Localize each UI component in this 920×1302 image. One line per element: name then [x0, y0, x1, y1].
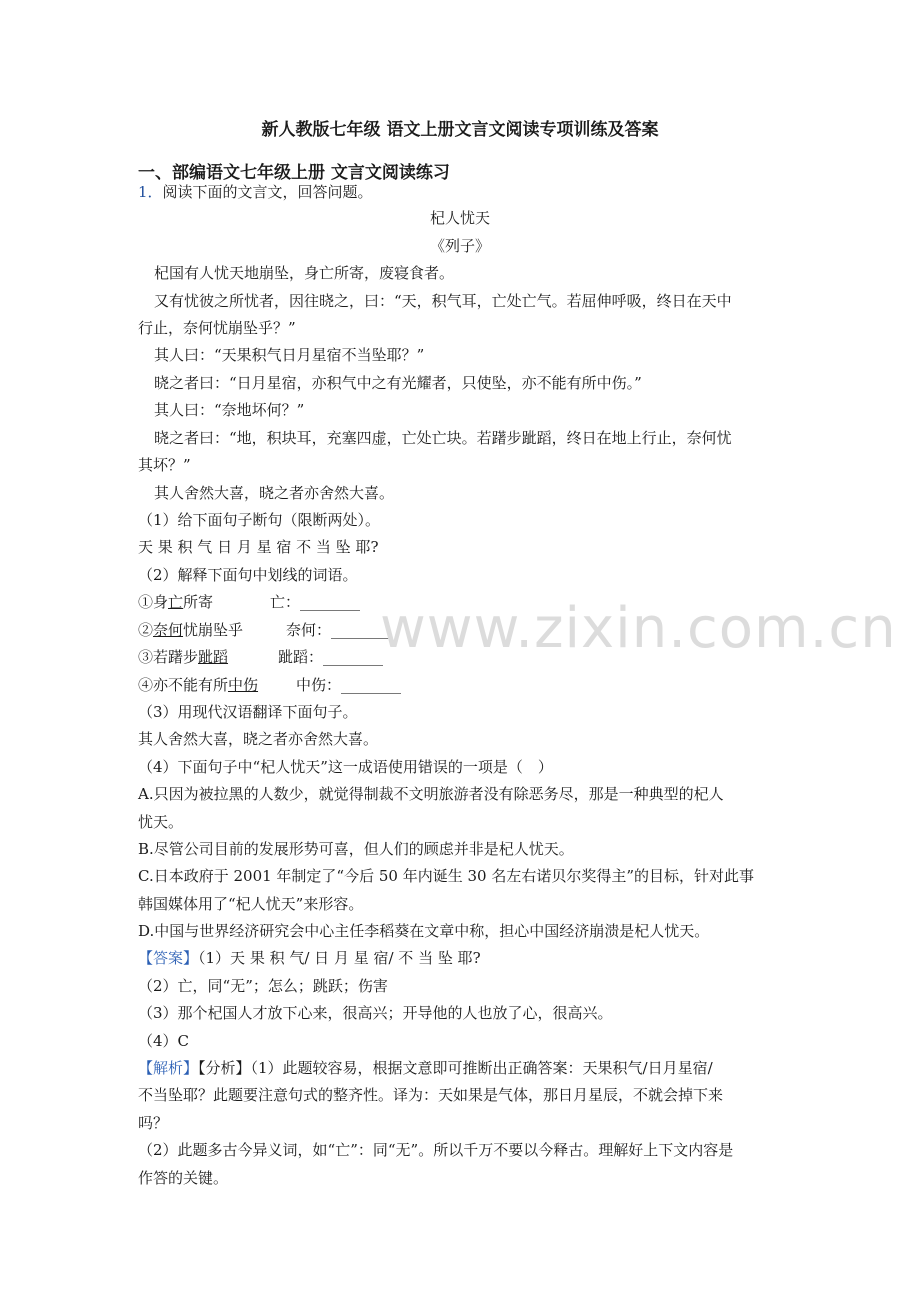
option-line: 忧天。: [138, 813, 184, 831]
passage-line: 晓之者曰：“日月星宿，亦积气中之有光耀者，只使坠，亦不能有所中伤。”: [154, 374, 642, 392]
subquestion-3-label: （3）用现代汉语翻译下面句子。: [138, 703, 358, 721]
option-line: 韩国媒体用了“杞人忧天”来形容。: [138, 895, 364, 913]
vocab-suffix: 所寄: [183, 593, 214, 611]
option-line: B.尽管公司目前的发展形势可喜，但人们的顾虑并非是杞人忧天。: [138, 840, 574, 858]
vocab-prefix: ③若躇步: [138, 648, 199, 666]
vocab-answer-blank: 亡：________: [270, 593, 361, 611]
option-line: A.只因为被拉黑的人数少，就觉得制裁不文明旅游者没有除恶务尽，那是一种典型的杞人: [138, 785, 724, 803]
vocab-answer-blank: 中伤：________: [296, 676, 402, 694]
passage-line: 其人舍然大喜，晓之者亦舍然大喜。: [154, 484, 395, 502]
analysis-line: 吗？: [138, 1114, 169, 1132]
passage-line: 又有忧彼之所忧者，因往晓之，曰：“天，积气耳，亡处亡气。若屈伸呼吸，终日在天中: [154, 292, 732, 310]
subquestion-1-sentence: 天 果 积 气 日 月 星 宿 不 当 坠 耶?: [138, 538, 379, 556]
question-number: 1．: [138, 183, 163, 201]
analysis-line: （2）此题多古今异义词，如“亡”：同“无”。所以千万不要以今释古。理解好上下文内容是: [138, 1141, 734, 1159]
question-1-intro: [138, 182, 788, 202]
analysis-line: 不当坠耶？此题要注意句式的整齐性。译为：天如果是气体，那日月星辰，不就会掉下来: [138, 1086, 724, 1104]
vocab-underlined-word: 跐蹈: [198, 648, 229, 666]
answer-line: （3）那个杞国人才放下心来，很高兴；开导他的人也放了心，很高兴。: [138, 1004, 613, 1022]
subquestion-4-label: （4）下面句子中“杞人忧天”这一成语使用错误的一项是（ ）: [138, 758, 553, 776]
answer-line: （2）亡，同“无”；怎么；跳跃；伤害: [138, 977, 388, 995]
answer-line: （4）C: [138, 1032, 190, 1050]
vocab-answer-blank: 奈何：________: [286, 621, 392, 639]
vocab-underlined-word: 中伤: [228, 676, 259, 694]
passage-source: 《列子》: [429, 237, 490, 255]
question-intro-text: 阅读下面的文言文，回答问题。: [162, 183, 373, 201]
vocab-underlined-word: 亡: [168, 593, 184, 611]
vocab-underlined-word: 奈何: [153, 621, 184, 639]
passage-line: 杞国有人忧天地崩坠，身亡所寄，废寝食者。: [154, 264, 455, 282]
passage-line: 其人曰：“天果积气日月星宿不当坠耶？”: [154, 346, 425, 364]
vocab-prefix: ①身: [138, 593, 169, 611]
analysis-tag: 【解析】: [138, 1059, 199, 1077]
analysis-line: [138, 1058, 788, 1078]
analysis-line: 作答的关键。: [138, 1169, 229, 1187]
vocab-answer-blank: 跐蹈：________: [278, 648, 384, 666]
passage-line: 行止，奈何忧崩坠乎？”: [138, 319, 296, 337]
vocab-prefix: ④亦不能有所: [138, 676, 229, 694]
subquestion-2-label: （2）解释下面句中划线的词语。: [138, 566, 358, 584]
answer-line: [138, 948, 788, 968]
passage-line: 晓之者曰：“地，积块耳，充塞四虚，亡处亡块。若躇步跐蹈，终日在地上行止，奈何忧: [154, 429, 732, 447]
analysis-text: 【分析】（1）此题较容易，根据文意即可推断出正确答案：天果积气/日月星宿/: [198, 1059, 713, 1077]
vocab-item: [138, 675, 788, 695]
passage-title: 杞人忧天: [429, 209, 490, 227]
vocab-prefix: ②: [138, 621, 154, 639]
option-line: C.日本政府于 2001 年制定了“今后 50 年内诞生 30 名左右诺贝尔奖得主”的目标，针对此事: [138, 867, 755, 885]
section-heading: 一、部编语文七年级上册 文言文阅读练习: [138, 163, 450, 183]
option-line: D.中国与世界经济研究会中心主任李稻葵在文章中称，担心中国经济崩溃是杞人忧天。: [138, 922, 710, 940]
watermark-text: www.zixin.com.cn: [380, 596, 897, 661]
passage-line: 其坏？”: [138, 456, 191, 474]
subquestion-3-sentence: 其人舍然大喜，晓之者亦舍然大喜。: [138, 730, 379, 748]
vocab-suffix: 忧崩坠乎: [183, 621, 244, 639]
subquestion-1-label: （1）给下面句子断句（限断两处）。: [138, 511, 381, 529]
answer-tag: 【答案】: [138, 949, 199, 967]
answer-text: （1）天 果 积 气/ 日 月 星 宿/ 不 当 坠 耶?: [198, 949, 481, 967]
document-title: 新人教版七年级 语文上册文言文阅读专项训练及答案: [261, 120, 659, 140]
passage-line: 其人曰：“奈地坏何？”: [154, 401, 305, 419]
